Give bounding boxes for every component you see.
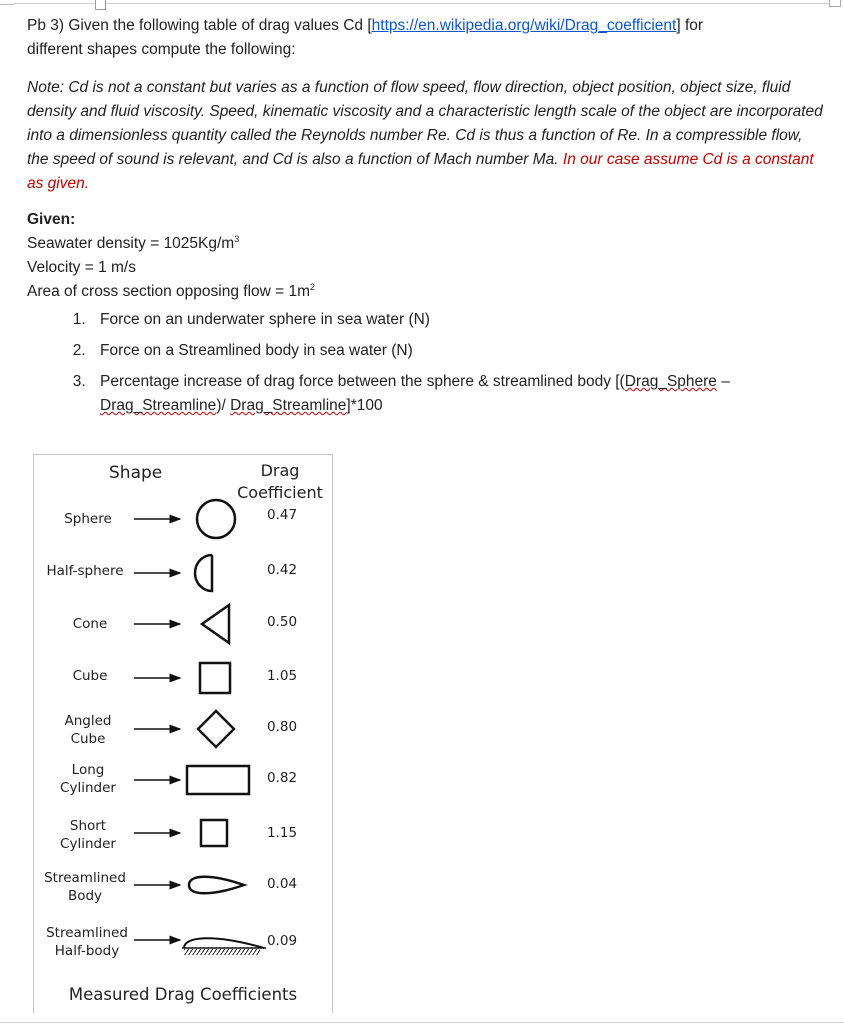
margin-marker-left bbox=[0, 0, 14, 5]
margin-marker-tick bbox=[95, 0, 106, 10]
label-streamlined-body bbox=[35, 869, 135, 905]
cd-streamlined-half-body: 0.09 bbox=[266, 933, 298, 949]
label-streamlined-body-line1: Streamlined bbox=[44, 870, 126, 886]
label-streamlined-half-body-line2: Half-body bbox=[54, 943, 120, 959]
drag-coefficient-figure bbox=[33, 454, 333, 1013]
q3-dash: – bbox=[716, 373, 730, 390]
label-half-sphere: Half-sphere bbox=[46, 563, 124, 579]
cd-short-cylinder: 1.15 bbox=[266, 825, 298, 841]
note-red-text: In our case assume Cd is a constant as given. bbox=[27, 151, 814, 192]
label-long-cylinder-line1: Long bbox=[71, 762, 105, 778]
problem-intro bbox=[27, 14, 827, 62]
document-body bbox=[27, 14, 827, 425]
q3-slash: )/ bbox=[216, 397, 231, 414]
note-paragraph bbox=[27, 76, 827, 196]
cd-half-sphere: 0.42 bbox=[266, 562, 298, 578]
angled-cube-shape bbox=[198, 711, 234, 747]
short-cylinder-shape bbox=[201, 820, 227, 846]
intro-text: Pb 3) Given the following table of drag values Cd [ bbox=[27, 17, 372, 34]
label-short-cylinder-line1: Short bbox=[69, 818, 107, 834]
label-cone: Cone bbox=[72, 616, 108, 632]
intro-text-end: ] for bbox=[676, 17, 704, 34]
intro-line2: different shapes compute the following: bbox=[27, 41, 296, 58]
header-drag-line1: Drag bbox=[260, 461, 300, 480]
area-text: Area of cross section opposing flow = 1m bbox=[27, 283, 311, 300]
given-density bbox=[27, 232, 827, 256]
label-cube: Cube bbox=[72, 668, 108, 684]
label-angled-cube bbox=[38, 712, 138, 748]
given-heading: Given: bbox=[27, 211, 76, 228]
area-superscript: 2 bbox=[310, 281, 316, 292]
cone-shape bbox=[202, 605, 229, 643]
density-text: Seawater density = 1025Kg/m bbox=[27, 235, 235, 252]
long-cylinder-shape bbox=[187, 766, 249, 794]
page-edge-line bbox=[14, 3, 830, 4]
question-3 bbox=[90, 370, 827, 418]
header-drag-coefficient bbox=[230, 460, 330, 504]
q3-term-drag-streamline-1: Drag_Streamline bbox=[100, 397, 217, 414]
margin-marker-right bbox=[829, 0, 841, 7]
cd-angled-cube: 0.80 bbox=[266, 719, 298, 735]
cd-cone: 0.50 bbox=[266, 614, 298, 630]
label-long-cylinder bbox=[38, 761, 138, 797]
page-bottom-edge bbox=[0, 1022, 844, 1023]
cd-streamlined-body: 0.04 bbox=[266, 876, 298, 892]
given-area bbox=[27, 280, 827, 304]
sphere-shape bbox=[197, 500, 235, 538]
label-streamlined-half-body bbox=[37, 924, 137, 960]
label-angled-cube-line1: Angled bbox=[64, 713, 112, 729]
label-short-cylinder-line2: Cylinder bbox=[60, 836, 116, 852]
figure-title: Measured Drag Coefficients bbox=[68, 985, 298, 1004]
density-superscript: 3 bbox=[234, 233, 240, 244]
label-sphere: Sphere bbox=[64, 511, 112, 527]
streamlined-body-shape bbox=[189, 877, 244, 894]
wikipedia-link[interactable]: https://en.wikipedia.org/wiki/Drag_coefficient bbox=[371, 17, 677, 34]
label-short-cylinder bbox=[38, 817, 138, 853]
q3-term-drag-sphere: Drag_Sphere bbox=[624, 373, 717, 390]
half-body-hatch bbox=[184, 949, 260, 955]
note-text: Note: Cd is not a constant but varies as a function of flow speed, flow direction, object position, object size, fluid density and fluid viscosity. Speed, kinematic viscosity and a characteristic length scale of the object are incorporated into a dimensionless quantity called the Reynolds number Re. Cd is thus a function of Re. In a compressible flow, the speed of sound is relevant, and Cd is also a function of Mach number Ma. bbox=[27, 79, 823, 168]
q3-text: Percentage increase of drag force between the sphere & streamlined body [( bbox=[100, 373, 625, 390]
header-drag-line2: Coefficient bbox=[237, 483, 323, 502]
label-streamlined-body-line2: Body bbox=[67, 888, 103, 904]
cd-cube: 1.05 bbox=[266, 668, 298, 684]
header-shape: Shape bbox=[109, 463, 163, 483]
label-long-cylinder-line2: Cylinder bbox=[60, 780, 116, 796]
question-2: 2. Force on a Streamlined body in sea water (N) bbox=[90, 339, 827, 363]
cube-shape bbox=[200, 663, 230, 693]
given-velocity: Velocity = 1 m/s bbox=[27, 259, 136, 276]
q3-term-drag-streamline-2: Drag_Streamline bbox=[230, 397, 347, 414]
q3-end: ]*100 bbox=[346, 397, 383, 414]
cd-sphere: 0.47 bbox=[266, 507, 298, 523]
question-1: 1. Force on an underwater sphere in sea water (N) bbox=[90, 308, 827, 332]
half-sphere-shape bbox=[195, 555, 212, 591]
page-top-edge bbox=[0, 0, 844, 6]
question-list bbox=[27, 308, 827, 418]
cd-long-cylinder: 0.82 bbox=[266, 770, 298, 786]
label-angled-cube-line2: Cube bbox=[70, 731, 106, 747]
label-streamlined-half-body-line1: Streamlined bbox=[46, 925, 128, 941]
